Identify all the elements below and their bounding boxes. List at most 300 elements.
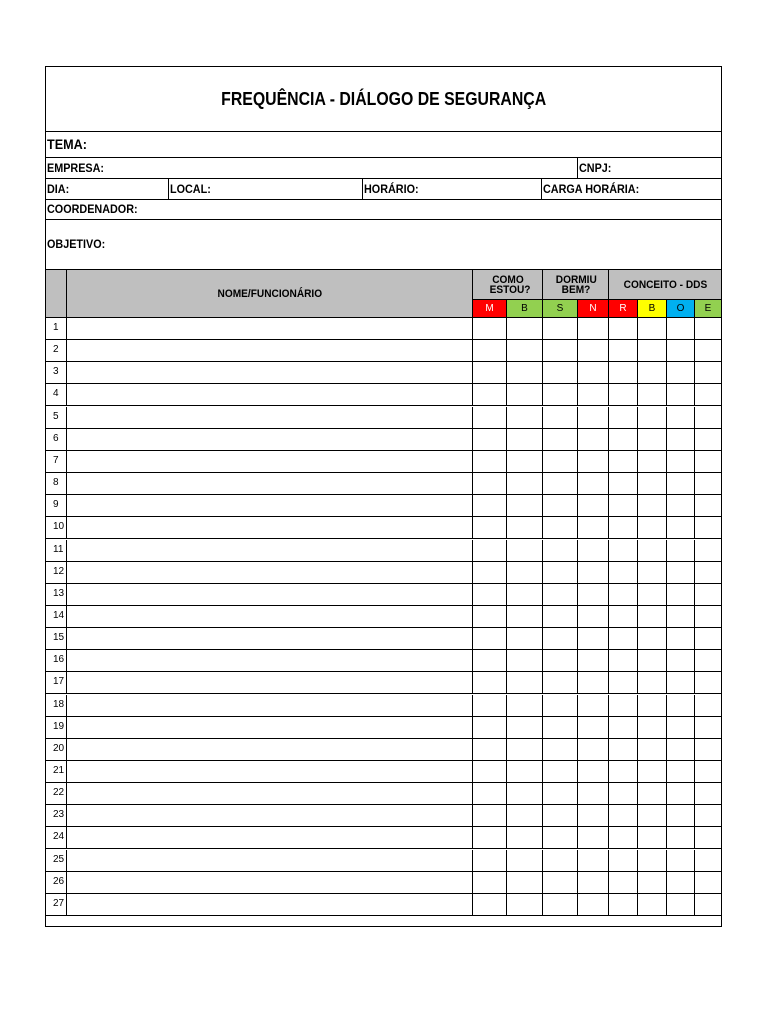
rating-cell[interactable]: [667, 584, 695, 605]
name-cell[interactable]: [67, 517, 473, 538]
rating-cell[interactable]: [578, 872, 609, 893]
rating-cell[interactable]: [638, 429, 667, 450]
rating-cell[interactable]: [609, 872, 638, 893]
rating-cell[interactable]: [507, 672, 543, 693]
name-cell[interactable]: [67, 407, 473, 428]
rating-subheader-n: N: [578, 300, 609, 318]
row-number-cell: [46, 562, 67, 583]
rating-cell[interactable]: [695, 429, 722, 450]
rating-cell[interactable]: [473, 739, 507, 760]
rating-cell[interactable]: [543, 872, 578, 893]
rating-cell[interactable]: [695, 495, 722, 516]
rating-cell[interactable]: [638, 672, 667, 693]
rating-subheader-s: S: [543, 300, 578, 318]
rating-cell[interactable]: [543, 429, 578, 450]
rating-cell[interactable]: [578, 517, 609, 538]
rating-cell[interactable]: [507, 451, 543, 472]
rating-cell[interactable]: [578, 473, 609, 494]
row-number: 1: [53, 322, 59, 333]
rating-cell[interactable]: [543, 362, 578, 383]
rating-cell[interactable]: [609, 805, 638, 826]
rating-cell[interactable]: [507, 628, 543, 649]
rating-cell[interactable]: [543, 407, 578, 428]
row-number: 11: [53, 543, 64, 555]
name-cell[interactable]: [67, 384, 473, 405]
objetivo-row: [46, 220, 721, 270]
name-cell[interactable]: [67, 584, 473, 605]
row-number: 18: [53, 698, 65, 710]
name-cell[interactable]: [67, 739, 473, 760]
table-row: [46, 761, 722, 783]
rating-cell[interactable]: [609, 407, 638, 428]
rating-cell[interactable]: [609, 517, 638, 538]
name-cell[interactable]: [67, 805, 473, 826]
rating-cell[interactable]: [507, 473, 543, 494]
rating-cell[interactable]: [543, 672, 578, 693]
rating-cell[interactable]: [638, 318, 667, 339]
dormiu-bem-header: [543, 270, 609, 300]
rating-cell[interactable]: [667, 540, 695, 561]
rating-cell[interactable]: [507, 517, 543, 538]
rating-cell[interactable]: [473, 562, 507, 583]
name-cell[interactable]: [67, 340, 473, 361]
row-number: 17: [53, 676, 65, 688]
rating-cell[interactable]: [609, 429, 638, 450]
table-row: [46, 827, 722, 849]
rating-cell[interactable]: [695, 540, 722, 561]
rating-cell[interactable]: [695, 473, 722, 494]
rating-cell[interactable]: [695, 739, 722, 760]
rating-cell[interactable]: [667, 517, 695, 538]
row-number: 22: [53, 787, 65, 799]
name-cell[interactable]: [67, 672, 473, 693]
rating-cell[interactable]: [667, 473, 695, 494]
rating-subheader-r: R: [609, 300, 638, 318]
rating-cell[interactable]: [667, 362, 695, 383]
rating-cell[interactable]: [609, 761, 638, 782]
rating-cell[interactable]: [695, 407, 722, 428]
rating-cell[interactable]: [473, 318, 507, 339]
rating-cell[interactable]: [638, 562, 667, 583]
rating-cell[interactable]: [638, 739, 667, 760]
rating-cell[interactable]: [638, 606, 667, 627]
rating-cell[interactable]: [578, 739, 609, 760]
rating-cell[interactable]: [638, 340, 667, 361]
rating-cell[interactable]: [543, 761, 578, 782]
rating-cell[interactable]: [543, 628, 578, 649]
rating-cell[interactable]: [578, 429, 609, 450]
rating-cell[interactable]: [695, 650, 722, 671]
rating-cell[interactable]: [507, 650, 543, 671]
horario-label: HORÁRIO:: [364, 182, 419, 196]
rating-cell[interactable]: [609, 584, 638, 605]
rating-cell[interactable]: [638, 517, 667, 538]
rating-cell[interactable]: [695, 318, 722, 339]
rating-cell[interactable]: [578, 695, 609, 716]
name-cell[interactable]: [67, 451, 473, 472]
rating-cell[interactable]: [578, 761, 609, 782]
rating-cell[interactable]: [667, 695, 695, 716]
rating-cell[interactable]: [578, 340, 609, 361]
rating-cell[interactable]: [609, 562, 638, 583]
rating-cell[interactable]: [507, 805, 543, 826]
name-cell[interactable]: [67, 894, 473, 915]
rating-cell[interactable]: [543, 850, 578, 871]
row-number: 27: [53, 897, 65, 909]
rating-cell[interactable]: [507, 894, 543, 915]
rating-cell[interactable]: [578, 362, 609, 383]
sheet-title-text: FREQUÊNCIA - DIÁLOGO DE SEGURANÇA: [220, 88, 547, 109]
name-cell[interactable]: [67, 540, 473, 561]
rating-cell[interactable]: [638, 473, 667, 494]
rating-cell[interactable]: [473, 340, 507, 361]
row-number-cell: [46, 362, 67, 383]
row-number: 8: [53, 477, 59, 489]
rating-cell[interactable]: [578, 717, 609, 738]
rating-cell[interactable]: [507, 827, 543, 848]
rating-cell[interactable]: [473, 495, 507, 516]
row-number-cell: [46, 695, 67, 716]
rating-cell[interactable]: [543, 318, 578, 339]
name-cell[interactable]: [67, 562, 473, 583]
rating-cell[interactable]: [507, 495, 543, 516]
rating-cell[interactable]: [638, 872, 667, 893]
rating-cell[interactable]: [609, 672, 638, 693]
rating-cell[interactable]: [473, 717, 507, 738]
footer-row: [46, 915, 722, 927]
rating-cell[interactable]: [609, 628, 638, 649]
rating-cell[interactable]: [609, 739, 638, 760]
rating-cell[interactable]: [667, 783, 695, 804]
rating-cell[interactable]: [507, 384, 543, 405]
rating-cell[interactable]: [507, 318, 543, 339]
row-number: 15: [53, 632, 65, 644]
rating-cell[interactable]: [667, 650, 695, 671]
name-cell[interactable]: [67, 827, 473, 848]
rating-cell[interactable]: [695, 517, 722, 538]
rating-cell[interactable]: [578, 805, 609, 826]
rating-cell[interactable]: [473, 672, 507, 693]
name-cell[interactable]: [67, 717, 473, 738]
rating-cell[interactable]: [543, 805, 578, 826]
rating-cell[interactable]: [609, 894, 638, 915]
row-number-cell: [46, 894, 67, 915]
row-number-cell: [46, 473, 67, 494]
row-number: 5: [53, 410, 59, 422]
table-row: [46, 407, 722, 429]
rating-cell[interactable]: [543, 894, 578, 915]
rating-cell[interactable]: [473, 540, 507, 561]
rating-cell[interactable]: [543, 473, 578, 494]
rating-cell[interactable]: [578, 894, 609, 915]
rating-cell[interactable]: [695, 761, 722, 782]
rating-cell[interactable]: [578, 384, 609, 405]
rating-cell[interactable]: [638, 717, 667, 738]
rating-cell[interactable]: [667, 872, 695, 893]
rating-cell[interactable]: [695, 783, 722, 804]
rating-cell[interactable]: [609, 783, 638, 804]
name-cell[interactable]: [67, 761, 473, 782]
como-estou-header: [473, 270, 543, 300]
rating-cell[interactable]: [667, 606, 695, 627]
rating-cell[interactable]: [578, 628, 609, 649]
rating-cell[interactable]: [667, 429, 695, 450]
carga-horaria-label: CARGA HORÁRIA:: [543, 182, 640, 196]
rating-cell[interactable]: [543, 562, 578, 583]
rating-cell[interactable]: [638, 384, 667, 405]
row-number: 24: [53, 831, 65, 843]
rating-cell[interactable]: [473, 362, 507, 383]
rating-cell[interactable]: [667, 672, 695, 693]
row-number-cell: [46, 739, 67, 760]
rating-cell[interactable]: [609, 717, 638, 738]
name-cell[interactable]: [67, 850, 473, 871]
rating-cell[interactable]: [473, 517, 507, 538]
rating-cell[interactable]: [473, 584, 507, 605]
rating-cell[interactable]: [609, 606, 638, 627]
rating-cell[interactable]: [695, 827, 722, 848]
rating-cell[interactable]: [543, 540, 578, 561]
rating-cell[interactable]: [578, 407, 609, 428]
rating-cell[interactable]: [543, 517, 578, 538]
rating-cell[interactable]: [609, 650, 638, 671]
rating-cell[interactable]: [695, 805, 722, 826]
rating-cell[interactable]: [507, 717, 543, 738]
rating-cell[interactable]: [473, 473, 507, 494]
rating-cell[interactable]: [638, 695, 667, 716]
rating-cell[interactable]: [695, 451, 722, 472]
rating-cell[interactable]: [638, 850, 667, 871]
name-cell[interactable]: [67, 695, 473, 716]
name-cell[interactable]: [67, 783, 473, 804]
row-number: 19: [53, 720, 65, 732]
rating-cell[interactable]: [473, 827, 507, 848]
row-number: 16: [53, 654, 65, 666]
rating-cell[interactable]: [543, 451, 578, 472]
table-row: [46, 672, 722, 694]
rating-cell[interactable]: [578, 540, 609, 561]
rating-cell[interactable]: [638, 650, 667, 671]
rating-cell[interactable]: [695, 606, 722, 627]
table-row: [46, 451, 722, 473]
rating-cell[interactable]: [667, 407, 695, 428]
rating-cell[interactable]: [609, 473, 638, 494]
name-cell[interactable]: [67, 362, 473, 383]
rating-cell[interactable]: [667, 318, 695, 339]
rating-cell[interactable]: [667, 805, 695, 826]
rating-cell[interactable]: [695, 340, 722, 361]
rating-cell[interactable]: [543, 584, 578, 605]
rating-cell[interactable]: [507, 340, 543, 361]
rating-cell[interactable]: [667, 384, 695, 405]
rating-cell[interactable]: [473, 805, 507, 826]
rating-cell[interactable]: [507, 606, 543, 627]
rating-cell[interactable]: [609, 540, 638, 561]
rating-cell[interactable]: [638, 783, 667, 804]
rating-cell[interactable]: [578, 451, 609, 472]
rating-cell[interactable]: [543, 606, 578, 627]
rating-cell[interactable]: [578, 850, 609, 871]
rating-cell[interactable]: [695, 562, 722, 583]
rating-cell[interactable]: [507, 783, 543, 804]
rating-cell[interactable]: [638, 451, 667, 472]
table-row: [46, 540, 722, 562]
rating-cell[interactable]: [667, 628, 695, 649]
rating-cell[interactable]: [609, 340, 638, 361]
dia-label: DIA:: [47, 182, 70, 196]
dormiu-bem-label: DORMIU BEM?: [555, 273, 597, 296]
rating-cell[interactable]: [473, 429, 507, 450]
name-cell[interactable]: [67, 429, 473, 450]
row-number-cell: [46, 495, 67, 516]
divider: [541, 179, 542, 199]
rating-subheader-b: B: [507, 300, 543, 318]
rating-cell[interactable]: [507, 850, 543, 871]
rating-cell[interactable]: [638, 584, 667, 605]
name-header-label: NOME/FUNCIONÁRIO: [217, 287, 322, 300]
row-number: 4: [53, 388, 59, 400]
rating-cell[interactable]: [507, 872, 543, 893]
table-row: [46, 362, 722, 384]
como-estou-label: COMO ESTOU?: [489, 273, 530, 296]
row-number: 23: [53, 809, 65, 821]
rating-cell[interactable]: [667, 340, 695, 361]
rating-cell[interactable]: [609, 850, 638, 871]
rating-subheader-e: E: [695, 300, 722, 318]
rating-cell[interactable]: [507, 761, 543, 782]
rating-cell[interactable]: [578, 606, 609, 627]
rating-cell[interactable]: [667, 739, 695, 760]
rating-cell[interactable]: [667, 894, 695, 915]
rating-cell[interactable]: [638, 894, 667, 915]
rating-cell[interactable]: [667, 850, 695, 871]
rating-cell[interactable]: [543, 717, 578, 738]
rating-cell[interactable]: [473, 872, 507, 893]
rating-cell[interactable]: [543, 783, 578, 804]
rating-cell[interactable]: [578, 672, 609, 693]
rating-cell[interactable]: [507, 540, 543, 561]
name-cell[interactable]: [67, 473, 473, 494]
rating-cell[interactable]: [667, 717, 695, 738]
rating-cell[interactable]: [695, 672, 722, 693]
rating-cell[interactable]: [473, 606, 507, 627]
tema-row: [46, 132, 721, 158]
rating-cell[interactable]: [578, 783, 609, 804]
rating-cell[interactable]: [543, 495, 578, 516]
rating-cell[interactable]: [695, 584, 722, 605]
rating-cell[interactable]: [543, 827, 578, 848]
rating-cell[interactable]: [507, 429, 543, 450]
rating-cell[interactable]: [667, 451, 695, 472]
name-cell[interactable]: [67, 606, 473, 627]
rating-cell[interactable]: [543, 650, 578, 671]
row-number: 9: [53, 499, 59, 511]
name-cell[interactable]: [67, 872, 473, 893]
row-number-cell: [46, 606, 67, 627]
rating-cell[interactable]: [638, 628, 667, 649]
rating-cell[interactable]: [667, 761, 695, 782]
table-row: [46, 805, 722, 827]
rating-cell[interactable]: [609, 451, 638, 472]
coordenador-row: [46, 200, 721, 220]
rating-cell[interactable]: [667, 562, 695, 583]
rating-cell[interactable]: [638, 805, 667, 826]
rating-cell[interactable]: [473, 451, 507, 472]
row-number-cell: [46, 318, 67, 339]
rating-cell[interactable]: [609, 495, 638, 516]
rating-cell[interactable]: [638, 362, 667, 383]
rating-cell[interactable]: [638, 407, 667, 428]
rating-cell[interactable]: [638, 495, 667, 516]
rating-cell[interactable]: [695, 717, 722, 738]
rating-cell[interactable]: [473, 628, 507, 649]
rating-cell[interactable]: [473, 384, 507, 405]
rating-cell[interactable]: [609, 384, 638, 405]
rating-cell[interactable]: [609, 695, 638, 716]
rating-cell[interactable]: [578, 584, 609, 605]
rating-cell[interactable]: [578, 495, 609, 516]
row-number-cell: [46, 517, 67, 538]
table-row: [46, 850, 722, 872]
rating-cell[interactable]: [638, 761, 667, 782]
rating-cell[interactable]: [578, 562, 609, 583]
rating-cell[interactable]: [473, 407, 507, 428]
rating-cell[interactable]: [543, 695, 578, 716]
rating-cell[interactable]: [543, 340, 578, 361]
rating-cell[interactable]: [695, 872, 722, 893]
rating-cell[interactable]: [507, 584, 543, 605]
table-row: [46, 872, 722, 894]
name-cell[interactable]: [67, 495, 473, 516]
rating-cell[interactable]: [507, 695, 543, 716]
rating-cell[interactable]: [667, 495, 695, 516]
rating-cell[interactable]: [473, 695, 507, 716]
rating-cell[interactable]: [695, 384, 722, 405]
rating-cell[interactable]: [609, 362, 638, 383]
rating-cell[interactable]: [473, 850, 507, 871]
rating-cell[interactable]: [507, 362, 543, 383]
rating-cell[interactable]: [578, 827, 609, 848]
rating-cell[interactable]: [507, 407, 543, 428]
rating-subheader-o: O: [667, 300, 695, 318]
empresa-row: [46, 158, 721, 179]
rating-cell[interactable]: [507, 562, 543, 583]
rating-cell[interactable]: [667, 827, 695, 848]
rating-cell[interactable]: [695, 628, 722, 649]
rating-cell[interactable]: [507, 739, 543, 760]
rating-cell[interactable]: [473, 894, 507, 915]
rating-cell[interactable]: [695, 894, 722, 915]
rating-cell[interactable]: [578, 318, 609, 339]
rating-cell[interactable]: [473, 650, 507, 671]
rating-cell[interactable]: [695, 850, 722, 871]
rating-cell[interactable]: [695, 695, 722, 716]
rating-cell[interactable]: [543, 739, 578, 760]
rating-cell[interactable]: [638, 827, 667, 848]
name-cell[interactable]: [67, 650, 473, 671]
rating-cell[interactable]: [473, 783, 507, 804]
rating-cell[interactable]: [638, 540, 667, 561]
name-cell[interactable]: [67, 628, 473, 649]
rating-cell[interactable]: [695, 362, 722, 383]
rating-cell[interactable]: [609, 827, 638, 848]
table-row: [46, 695, 722, 717]
rating-cell[interactable]: [578, 650, 609, 671]
name-cell[interactable]: [67, 318, 473, 339]
rating-cell[interactable]: [543, 384, 578, 405]
rating-cell[interactable]: [473, 761, 507, 782]
rating-cell[interactable]: [609, 318, 638, 339]
